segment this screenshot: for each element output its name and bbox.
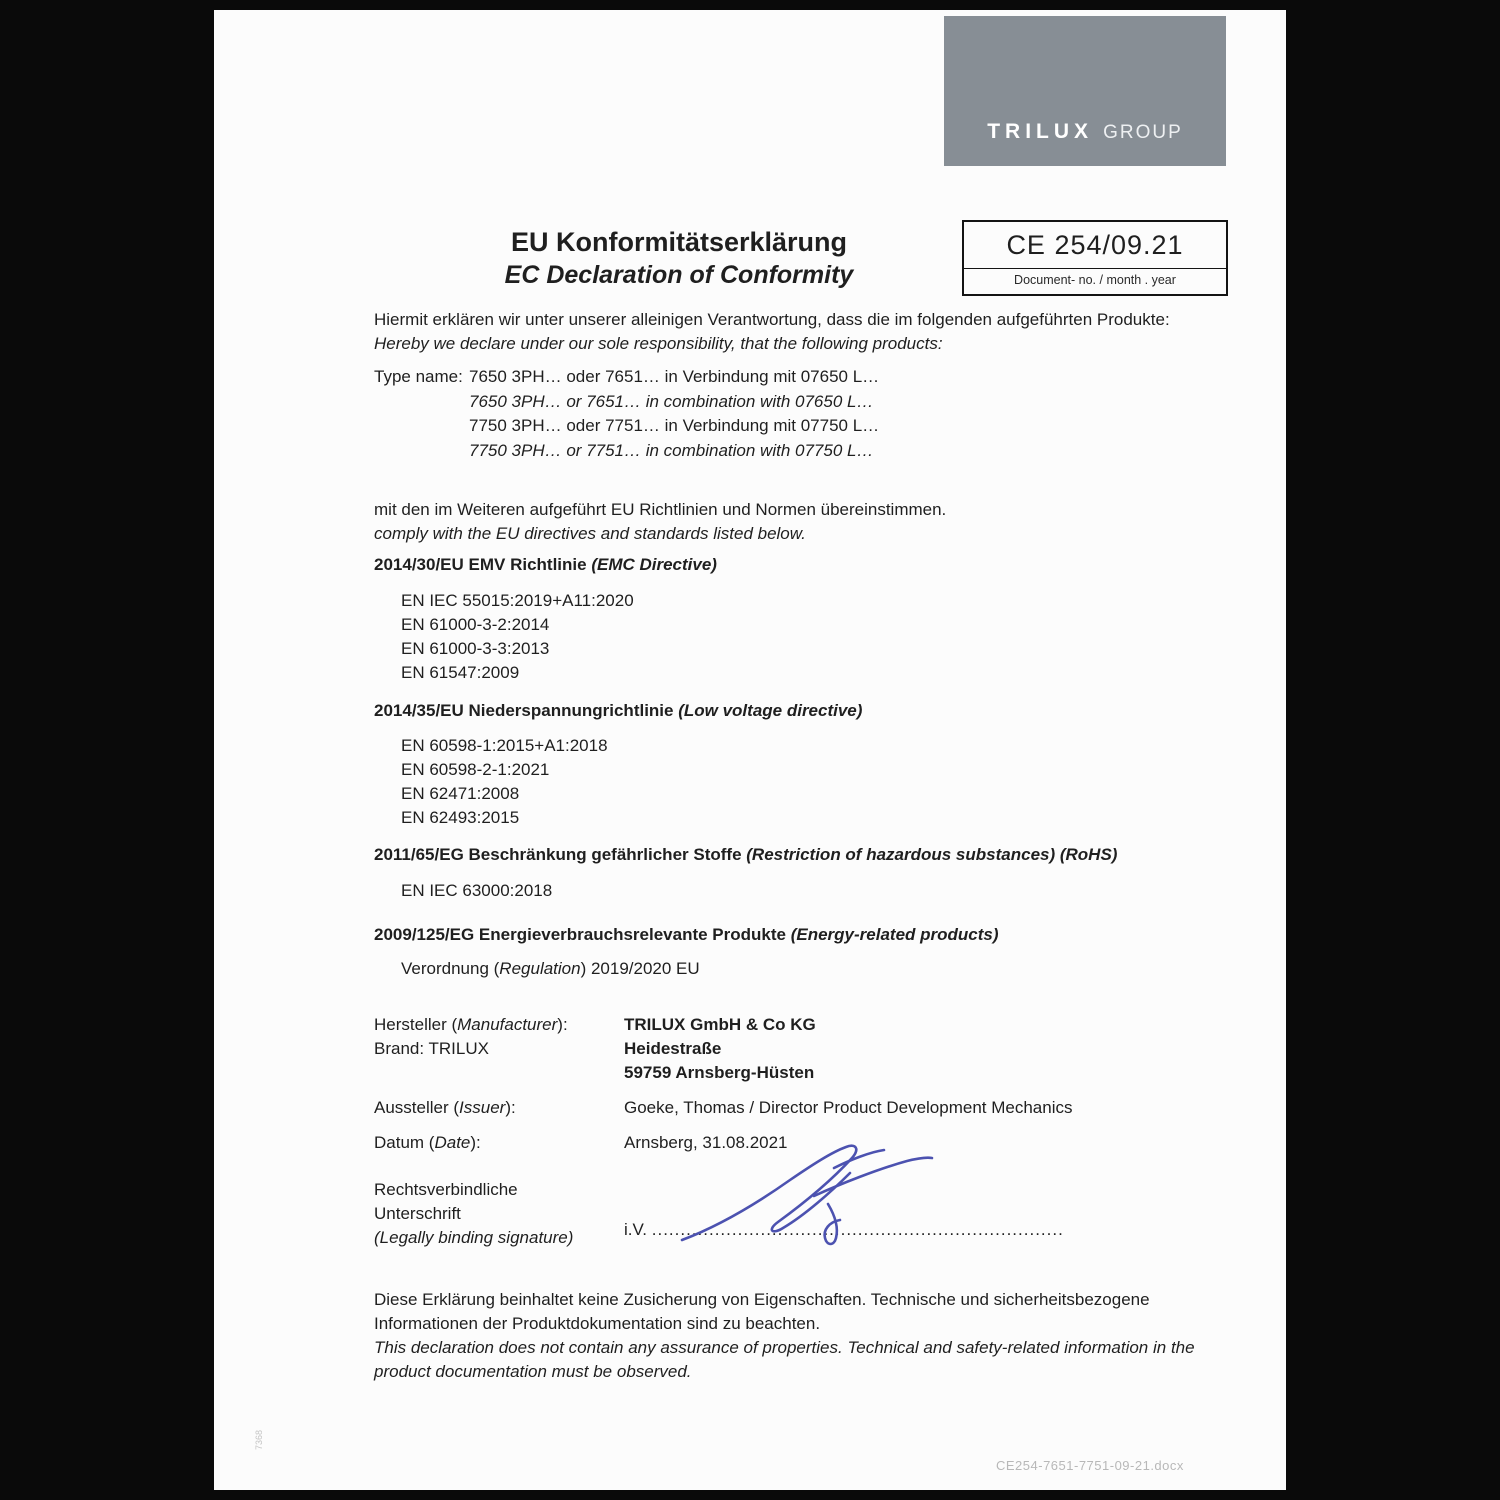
standard-line: EN 61000-3-2:2014: [401, 615, 550, 634]
directive-title-emc: [374, 553, 717, 577]
signature-line: [624, 1218, 1064, 1242]
standard-line: EN 61000-3-3:2013: [401, 639, 550, 658]
document-number-caption: Document- no. / month . year: [964, 268, 1226, 291]
standard-line: EN 62493:2015: [401, 808, 520, 827]
brand-line: Brand: TRILUX: [374, 1039, 489, 1058]
issuer-value: Goeke, Thomas / Director Product Development Mechanics: [624, 1098, 1073, 1117]
standard-line: EN IEC 63000:2018: [401, 881, 553, 900]
signature-label: [374, 1178, 573, 1250]
issuer-label-em: Issuer: [459, 1098, 506, 1117]
date-value: Arnsberg, 31.08.2021: [624, 1133, 788, 1152]
type-name-label: Type name:: [374, 367, 463, 386]
standard-line: EN IEC 55015:2019+A11:2020: [401, 591, 634, 610]
standards-list-lvd: [401, 734, 608, 830]
comply-german: mit den im Weiteren aufgeführt EU Richtlinien und Normen übereinstimmen.: [374, 500, 947, 519]
type-line: 7650 3PH… oder 7651… in Verbindung mit 07650 L…: [469, 367, 880, 386]
title-german: EU Konformitätserklärung: [510, 227, 848, 257]
date-label-pre: Datum (: [374, 1133, 435, 1152]
logo-group-text: GROUP: [1103, 122, 1183, 143]
directive-title-rohs: [374, 843, 1117, 867]
standard-line: EN 60598-1:2015+A1:2018: [401, 736, 608, 755]
regulation-line: [401, 957, 700, 981]
regulation-pre: Verordnung (: [401, 959, 500, 978]
document-page: [214, 10, 1286, 1490]
manufacturer-city: 59759 Arnsberg-Hüsten: [624, 1063, 815, 1082]
manufacturer-street: Heidestraße: [624, 1039, 722, 1058]
type-line: 7750 3PH… oder 7751… in Verbindung mit 07750 L…: [469, 416, 880, 435]
document-title-block: [374, 226, 984, 291]
date-label-em: Date: [434, 1133, 471, 1152]
manufacturer-label-pre: Hersteller (: [374, 1015, 458, 1034]
directive-title-text: 2014/35/EU Niederspannungrichtlinie: [374, 701, 679, 720]
document-filename: CE254-7651-7751-09-21.docx: [996, 1458, 1184, 1473]
type-line: 7750 3PH… or 7751… in combination with 07750 L…: [469, 440, 874, 460]
directive-title-text: 2014/30/EU EMV Richtlinie: [374, 555, 592, 574]
regulation-em: Regulation: [499, 959, 581, 978]
trilux-group-logo: [944, 16, 1226, 166]
date-label: [374, 1131, 481, 1155]
document-number: CE 254/09.21: [1006, 230, 1184, 260]
intro-german: Hiermit erklären wir unter unserer alleinigen Verantwortung, dass die im folgenden aufgeführten Produkte:: [374, 310, 1170, 329]
directive-title-em: (Restriction of hazardous substances) (RoHS): [746, 845, 1118, 864]
type-name-list: [469, 365, 879, 463]
directive-title-em: (Low voltage directive): [678, 701, 863, 720]
disclaimer-paragraph: [374, 1288, 1214, 1384]
issuer-label-post: ):: [505, 1098, 516, 1117]
disclaimer-english: This declaration does not contain any assurance of properties. Technical and safety-related information in the product documentation must be observed.: [374, 1338, 1195, 1381]
scan-artifact-number: 7368: [254, 1429, 264, 1450]
date-label-post: ):: [470, 1133, 481, 1152]
manufacturer-name: TRILUX GmbH & Co KG: [624, 1015, 816, 1034]
standard-line: EN 62471:2008: [401, 784, 520, 803]
manufacturer-label: [374, 1013, 568, 1061]
issuer-label-pre: Aussteller (: [374, 1098, 460, 1117]
manufacturer-address: [624, 1013, 816, 1085]
logo-trilux-text: TRILUX: [987, 120, 1094, 143]
standard-line: EN 60598-2-1:2021: [401, 760, 550, 779]
directive-title-lvd: [374, 699, 862, 723]
directive-title-em: (Energy-related products): [790, 925, 999, 944]
manufacturer-label-post: ):: [557, 1015, 568, 1034]
issuer-label: [374, 1096, 516, 1120]
regulation-post: ) 2019/2020 EU: [580, 959, 700, 978]
disclaimer-german: Diese Erklärung beinhaltet keine Zusicherung von Eigenschaften. Technische und sicherheitsbezogene Informationen der Produktdokumentation sind zu beachten.: [374, 1290, 1150, 1333]
standards-list-emc: [401, 589, 634, 685]
signature-label-de-1: Rechtsverbindliche: [374, 1180, 518, 1199]
type-line: 7650 3PH… or 7651… in combination with 07650 L…: [469, 391, 874, 411]
directive-title-text: 2011/65/EG Beschränkung gefährlicher Stoffe: [374, 845, 747, 864]
comply-english: comply with the EU directives and standards listed below.: [374, 524, 806, 543]
comply-paragraph: [374, 498, 1274, 546]
intro-english: Hereby we declare under our sole responsibility, that the following products:: [374, 334, 943, 353]
standard-line: EN 61547:2009: [401, 663, 520, 682]
title-english: EC Declaration of Conformity: [504, 261, 854, 289]
signature-label-de-2: Unterschrift: [374, 1204, 461, 1223]
intro-paragraph: [374, 308, 1274, 356]
signature-dotted-line: ........................................................................: [651, 1220, 1064, 1239]
directive-title-text: 2009/125/EG Energieverbrauchsrelevante Produkte: [374, 925, 791, 944]
document-number-box: [962, 220, 1228, 296]
signature-label-en: (Legally binding signature): [374, 1228, 574, 1247]
standards-list-rohs: [401, 879, 552, 903]
directive-title-em: (EMC Directive): [591, 555, 717, 574]
manufacturer-label-em: Manufacturer: [457, 1015, 558, 1034]
directive-title-erp: [374, 923, 999, 947]
signature-prefix: i.V.: [624, 1220, 648, 1239]
